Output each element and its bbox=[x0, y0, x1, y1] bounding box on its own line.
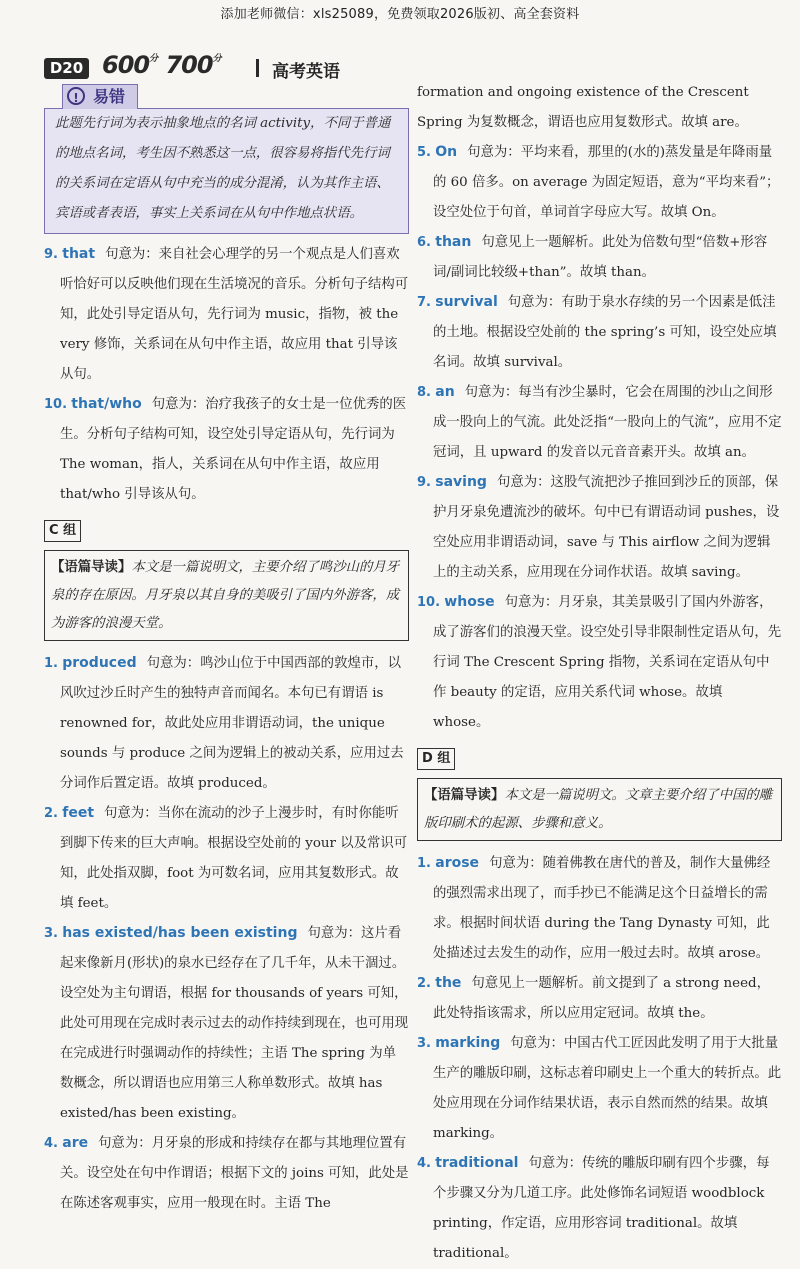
score-logo bbox=[102, 51, 222, 79]
item-answer: are bbox=[62, 1135, 89, 1151]
item-number: 4. bbox=[44, 1136, 58, 1151]
item-explanation: 句意为：每当有沙尘暴时，它会在周围的沙山之间形成一股向上的气流。此处泛指“一股向上的气流”，应用不定冠词，且 upward 的发音以元音音素开头。故填 an。 bbox=[433, 385, 782, 460]
item-number: 6. bbox=[417, 235, 431, 250]
error-prone-tab bbox=[62, 84, 138, 109]
error-label: 易错 bbox=[93, 87, 126, 106]
score-unit-b: 分 bbox=[212, 54, 222, 64]
item-number: 3. bbox=[417, 1036, 431, 1051]
header-divider bbox=[256, 59, 259, 77]
item-explanation: 句意见上一题解析。前文提到了 a strong need，此处特指该需求，所以应用定冠词。故填 the。 bbox=[433, 976, 770, 1021]
item-explanation: 句意为：治疗我孩子的女士是一位优秀的医生。分析句子结构可知，设空处引导定语从句，先行词为 The woman，指人，关系词在从句中作主语，故应用 that/who 引导该从句。 bbox=[60, 397, 407, 502]
answer-item bbox=[417, 1029, 782, 1149]
item-answer: the bbox=[435, 975, 462, 991]
answer-item bbox=[417, 378, 782, 468]
day-badge: D20 bbox=[44, 58, 89, 79]
answer-item bbox=[44, 799, 409, 919]
error-icon: ! bbox=[67, 87, 85, 105]
item-answer: produced bbox=[62, 655, 137, 671]
score-a: 600 bbox=[102, 51, 150, 79]
item-answer: that bbox=[62, 246, 96, 262]
answer-item bbox=[417, 849, 782, 969]
item-answer: marking bbox=[435, 1035, 501, 1051]
answer-item bbox=[417, 588, 782, 738]
item-number: 8. bbox=[417, 385, 431, 400]
item-answer: arose bbox=[435, 855, 480, 871]
item-explanation: 句意为：月牙泉的形成和持续存在都与其地理位置有关。设空处在句中作谓语；根据下文的 joins 可知，此处是在陈述客观事实，应用一般现在时。主语 The bbox=[60, 1136, 409, 1211]
item-number: 9. bbox=[44, 247, 58, 262]
answer-item bbox=[44, 240, 409, 390]
answer-item bbox=[417, 138, 782, 228]
item-explanation: 句意为：平均来看，那里的(水的)蒸发量是年降雨量的 60 倍多。on average 为固定短语，意为“平均来看”；设空处位于句首，单词首字母应大写。故填 On。 bbox=[433, 145, 780, 220]
score-unit-a: 分 bbox=[149, 54, 159, 64]
left-column bbox=[44, 78, 409, 1219]
reading-guide-c bbox=[44, 550, 409, 641]
guide-tag: 【语篇导读】 bbox=[51, 559, 132, 575]
item-number: 1. bbox=[417, 856, 431, 871]
item-answer: feet bbox=[62, 805, 95, 821]
item-number: 3. bbox=[44, 926, 58, 941]
item-number: 5. bbox=[417, 145, 431, 160]
item-answer: survival bbox=[435, 294, 498, 310]
answer-item bbox=[417, 969, 782, 1029]
item-number: 2. bbox=[417, 976, 431, 991]
item-number: 4. bbox=[417, 1156, 431, 1171]
group-c-label: C 组 bbox=[44, 520, 81, 542]
item-answer: that/who bbox=[71, 396, 142, 412]
item-explanation: 句意为：鸣沙山位于中国西部的敦煌市，以风吹过沙丘时产生的独特声音而闻名。本句已有谓语 is renowned for，故此处应用非谓语动词，the unique sounds 与 produce 之间为逻辑上的被动关系，应用过去分词作后置定语。故填 produced。 bbox=[60, 656, 404, 791]
guide-text: 本文是一篇说明文。文章主要介绍了中国的雕版印刷术的起源、步骤和意义。 bbox=[424, 788, 773, 831]
item-answer: whose bbox=[444, 594, 495, 610]
item-answer: On bbox=[435, 144, 458, 160]
item-answer: has existed/has been existing bbox=[62, 925, 298, 941]
item-answer: an bbox=[435, 384, 455, 400]
item-explanation: 句意为：随着佛教在唐代的普及，制作大量佛经的强烈需求出现了，而手抄已不能满足这个日益增长的需求。根据时间状语 during the Tang Dynasty 可知，此处描述过去发生的动作，应用一般过去时。故填 arose。 bbox=[433, 856, 771, 961]
top-promo-note: 添加老师微信：xls25089，免费领取2026版初、高全套资料 bbox=[220, 7, 580, 22]
item-explanation: 句意为：来自社会心理学的另一个观点是人们喜欢听恰好可以反映他们现在生活境况的音乐。分析句子结构可知，此处引导定语从句，先行词为 music，指物，被 the very 修饰，关系词在从句中作主语，故应用 that 引导该从句。 bbox=[60, 247, 409, 382]
item-number: 7. bbox=[417, 295, 431, 310]
error-note-box bbox=[44, 108, 409, 234]
item-number: 9. bbox=[417, 475, 431, 490]
item-number: 10. bbox=[417, 595, 441, 610]
item-explanation: 句意为：当你在流动的沙子上漫步时，有时你能听到脚下传来的巨大声响。根据设空处前的 your 以及常识可知，此处指双脚，foot 为可数名词，应用其复数形式。故填 feet。 bbox=[60, 806, 408, 911]
right-column bbox=[417, 78, 782, 1269]
answer-item bbox=[417, 228, 782, 288]
item-explanation: 句意为：中国古代工匠因此发明了用于大批量生产的雕版印刷，这标志着印刷史上一个重大的转折点。此处应用现在分词作结果状语，表示自然而然的结果。故填 marking。 bbox=[433, 1036, 782, 1141]
item-number: 2. bbox=[44, 806, 58, 821]
answer-item bbox=[417, 288, 782, 378]
group-d-label: D 组 bbox=[417, 748, 455, 770]
item-number: 1. bbox=[44, 656, 58, 671]
answer-item bbox=[44, 919, 409, 1129]
item-explanation: 句意为：传统的雕版印刷有四个步骤，每个步骤又分为几道工序。此处修饰名词短语 woodblock printing，作定语，应用形容词 traditional。故填 traditional。 bbox=[433, 1156, 770, 1261]
item-answer: than bbox=[435, 234, 472, 250]
answer-item bbox=[417, 468, 782, 588]
guide-tag: 【语篇导读】 bbox=[424, 787, 505, 803]
answer-item bbox=[417, 1149, 782, 1269]
reading-guide-d bbox=[417, 778, 782, 841]
subject-title: 高考英语 bbox=[272, 62, 340, 82]
item-explanation: 句意为：有助于泉水存续的另一个因素是低洼的土地。根据设空处前的 the spring’s 可知，设空处应填名词。故填 survival。 bbox=[433, 295, 777, 370]
item-explanation: 句意为：这片看起来像新月(形状)的泉水已经存在了几千年，从未干涸过。设空处为主句谓语，根据 for thousands of years 可知，此处可用现在完成时表示过去的动作持续到现在，也可用现在完成进行时强调动作的持续性；主语 The spring 为单数概念，所以谓语也应用第三人称单数形式。故填 has existed/has been existing。 bbox=[60, 926, 409, 1121]
score-b: 700 bbox=[165, 51, 213, 79]
item-explanation: 句意见上一题解析。此处为倍数句型“倍数+形容词/副词比较级+than”。故填 than。 bbox=[433, 235, 768, 280]
guide-text: 本文是一篇说明文，主要介绍了鸣沙山的月牙泉的存在原因。月牙泉以其自身的美吸引了国内外游客，成为游客的浪漫天堂。 bbox=[51, 560, 400, 631]
error-note-text: 此题先行词为表示抽象地点的名词 activity，不同于普通的地点名词，考生因不熟悉这一点，很容易将指代先行词的关系词在定语从句中充当的成分混淆，认为其作主语、宾语或者表语，事实上关系词在从句中作地点状语。 bbox=[55, 116, 391, 221]
item-answer: traditional bbox=[435, 1155, 519, 1171]
answer-item bbox=[44, 390, 409, 510]
continued-text: formation and ongoing existence of the Crescent Spring 为复数概念，谓语也应用复数形式。故填 are。 bbox=[417, 85, 749, 130]
answer-item bbox=[44, 1129, 409, 1219]
item-explanation: 句意为：月牙泉，其美景吸引了国内外游客，成了游客们的浪漫天堂。设空处引导非限制性定语从句，先行词 The Crescent Spring 指物，关系词在定语从句中作 beauty 的定语，应用关系代词 whose。故填 whose。 bbox=[433, 595, 782, 730]
answer-item bbox=[44, 649, 409, 799]
item-explanation: 句意为：这股气流把沙子推回到沙丘的顶部，保护月牙泉免遭流沙的破坏。句中已有谓语动词 pushes，设空处应用非谓语动词，save 与 This airflow 之间为逻辑上的主动关系，应用现在分词作状语。故填 saving。 bbox=[433, 475, 780, 580]
item-answer: saving bbox=[435, 474, 487, 490]
item-number: 10. bbox=[44, 397, 68, 412]
